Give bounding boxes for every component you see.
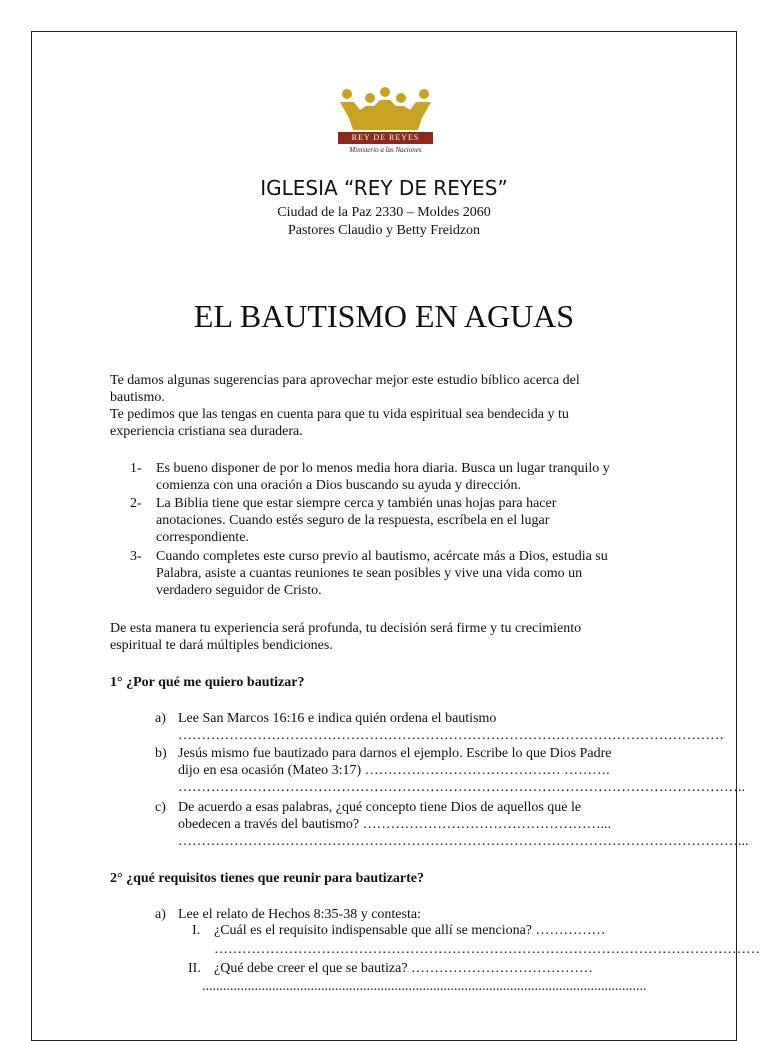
intro-line: Te pedimos que las tengas en cuenta para que tu vida espiritual sea bendecida y tu: [110, 407, 569, 422]
question-1-heading: 1° ¿Por qué me quiero bautizar?: [110, 675, 305, 690]
list-item-line: Cuando completes este curso previo al bautismo, acércate más a Dios, estudia su: [156, 549, 608, 564]
question-line: De acuerdo a esas palabras, ¿qué concepto tiene Dios de aquellos que le: [178, 800, 582, 815]
page-title: EL BAUTISMO EN AGUAS: [193, 298, 575, 334]
intro-line: bautismo.: [110, 390, 165, 405]
church-address: Ciudad de la Paz 2330 – Moldes 2060: [277, 205, 491, 220]
question-line: ¿Cuál es el requisito indispensable que allí se menciona? ……………: [214, 923, 606, 938]
question-line: Lee el relato de Hechos 8:35-38 y contesta:: [178, 907, 421, 922]
list-item-line: Palabra, asiste a cuantas reuniones te sean posibles y vive una vida como un: [156, 566, 583, 581]
item-label: a): [155, 711, 166, 726]
item-label: a): [155, 907, 166, 922]
church-pastors: Pastores Claudio y Betty Freidzon: [287, 223, 481, 238]
list-item-line: Es bueno disponer de por lo menos media hora diaria. Busca un lugar tranquilo y: [156, 461, 610, 476]
answer-line: ...............................................................................................................................: [202, 979, 647, 994]
answer-line: ………………………………………………………………………………………………………: [214, 942, 760, 957]
logo-subtitle: Ministerio a las Naciones: [349, 146, 422, 154]
closing-line: De esta manera tu experiencia será profunda, tu decisión será firme y tu crecimiento: [110, 621, 582, 636]
list-item-line: La Biblia tiene que estar siempre cerca y también unas hojas para hacer: [156, 496, 557, 511]
roman-label: II.: [188, 961, 201, 976]
item-label: c): [155, 800, 166, 815]
list-number: 1-: [130, 461, 142, 476]
list-number: 2-: [130, 496, 142, 511]
church-name: IGLESIA “REY DE REYES”: [260, 176, 508, 200]
roman-label: I.: [192, 923, 201, 938]
question-line: Jesús mismo fue bautizado para darnos el ejemplo. Escribe lo que Dios Padre: [178, 746, 612, 761]
list-item-line: comienza con una oración a Dios buscando su ayuda y dirección.: [156, 478, 522, 493]
answer-line: …………………………………………………………………………………………………………..: [178, 780, 745, 795]
list-item-line: anotaciones. Cuando estés seguro de la respuesta, escríbela en el lugar: [156, 513, 550, 528]
question-line: obedecen a través del bautismo? ……………………………………………...: [178, 817, 612, 832]
list-item-line: correspondiente.: [156, 530, 249, 545]
church-logo: [338, 88, 433, 160]
intro-line: Te damos algunas sugerencias para aprovechar mejor este estudio bíblico acerca del: [110, 373, 580, 388]
item-label: b): [155, 746, 167, 761]
question-2-heading: 2° ¿qué requisitos tienes que reunir para bautizarte?: [110, 871, 424, 886]
answer-line: ………………………………………………………………………………………………………: [178, 728, 724, 743]
answer-line: …………………………………………………………………………………………………………...: [178, 834, 749, 849]
closing-line: espiritual te dará múltiples bendiciones.: [110, 638, 333, 653]
question-line: dijo en esa ocasión (Mateo 3:17) …………………………………… ……….: [178, 763, 610, 778]
intro-line: experiencia cristiana sea duradera.: [110, 424, 303, 439]
question-line: Lee San Marcos 16:16 e indica quién ordena el bautismo: [178, 711, 497, 726]
question-line: ¿Qué debe creer el que se bautiza? …………………………………: [214, 961, 594, 976]
logo-band: REY DE REYES: [338, 132, 433, 144]
list-item-line: verdadero seguidor de Cristo.: [156, 583, 322, 598]
crown-icon: [338, 88, 433, 132]
list-number: 3-: [130, 549, 142, 564]
